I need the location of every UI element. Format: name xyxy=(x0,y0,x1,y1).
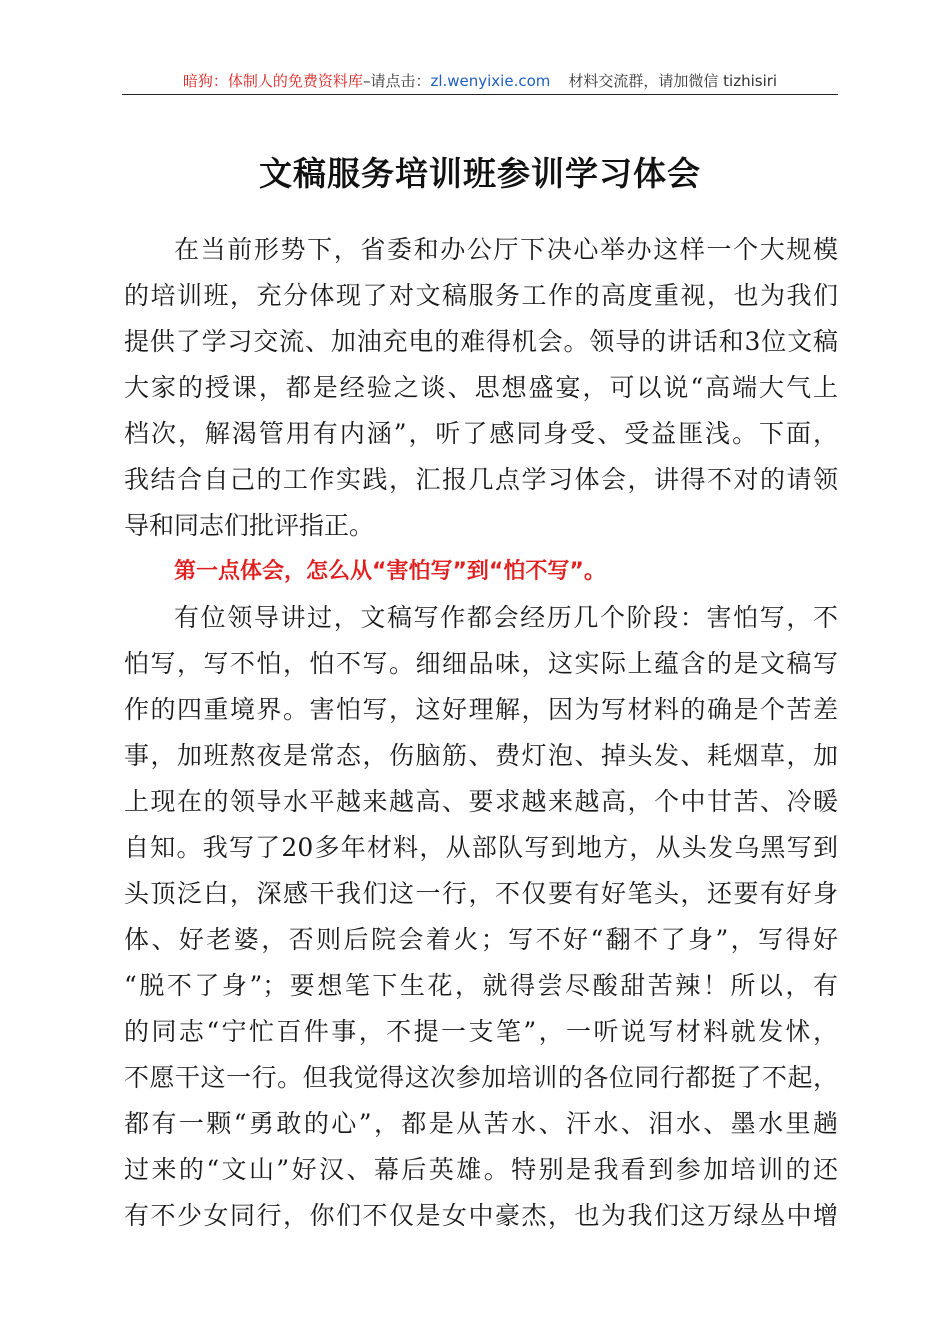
section-heading: 第一点体会，怎么从“害怕写”到“怕不写”。 xyxy=(174,559,606,584)
paragraph-line: 自知。我写了20多年材料，从部队写到地方，从头发乌黑写到 xyxy=(124,833,838,862)
paragraph-line: 有不少女同行，你们不仅是女中豪杰，也为我们这万绿丛中增 xyxy=(124,1201,838,1230)
paragraph-line: 体、好老婆，否则后院会着火；写不好“翻不了身”，写得好 xyxy=(124,925,838,954)
header-click-label: –请点击： xyxy=(362,72,431,90)
header-url-link[interactable]: zl.wenyixie.com xyxy=(430,72,551,90)
paragraph-line: 档次，解渴管用有内涵”，听了感同身受、受益匪浅。下面， xyxy=(124,419,838,448)
paragraph-line: 大家的授课，都是经验之谈、思想盛宴，可以说“高端大气上 xyxy=(124,373,838,402)
paragraph-line: 的培训班，充分体现了对文稿服务工作的高度重视，也为我们 xyxy=(124,281,838,310)
paragraph-line: 上现在的领导水平越来越高、要求越来越高，个中甘苦、冷暖 xyxy=(124,787,838,816)
document-body xyxy=(124,227,838,1239)
paragraph-line: 有位领导讲过，文稿写作都会经历几个阶段：害怕写，不 xyxy=(174,603,838,632)
paragraph-line: 怕写，写不怕，怕不写。细细品味，这实际上蕴含的是文稿写 xyxy=(124,649,838,678)
document-title: 文稿服务培训班参训学习体会 xyxy=(259,154,701,193)
header-brand: 暗狗：体制人的免费资料库 xyxy=(182,72,363,90)
paragraph-line: 提供了学习交流、加油充电的难得机会。领导的讲话和3位文稿 xyxy=(124,327,838,356)
header-divider xyxy=(122,94,838,95)
paragraph-line: 作的四重境界。害怕写，这好理解，因为写材料的确是个苦差 xyxy=(124,695,838,724)
page-header xyxy=(122,70,838,92)
header-group-note: 材料交流群，请加微信 tizhisiri xyxy=(568,72,778,90)
paragraph-line: 在当前形势下，省委和办公厅下决心举办这样一个大规模 xyxy=(174,235,838,264)
paragraph-line: “脱不了身”；要想笔下生花，就得尝尽酸甜苦辣！所以，有 xyxy=(124,971,838,1000)
paragraph-line: 事，加班熬夜是常态，伤脑筋、费灯泡、掉头发、耗烟草，加 xyxy=(124,741,838,770)
paragraph-line: 的同志“宁忙百件事，不提一支笔”，一听说写材料就发怵， xyxy=(124,1017,838,1046)
paragraph-line: 我结合自己的工作实践，汇报几点学习体会，讲得不对的请领 xyxy=(124,465,838,494)
paragraph-line: 不愿干这一行。但我觉得这次参加培训的各位同行都挺了不起， xyxy=(124,1063,838,1092)
paragraph-line: 都有一颗“勇敢的心”，都是从苦水、汗水、泪水、墨水里趟 xyxy=(124,1109,838,1138)
paragraph-line: 过来的“文山”好汉、幕后英雄。特别是我看到参加培训的还 xyxy=(124,1155,838,1184)
paragraph-line: 导和同志们批评指正。 xyxy=(124,511,375,540)
paragraph-line: 头顶泛白，深感干我们这一行，不仅要有好笔头，还要有好身 xyxy=(124,879,838,908)
